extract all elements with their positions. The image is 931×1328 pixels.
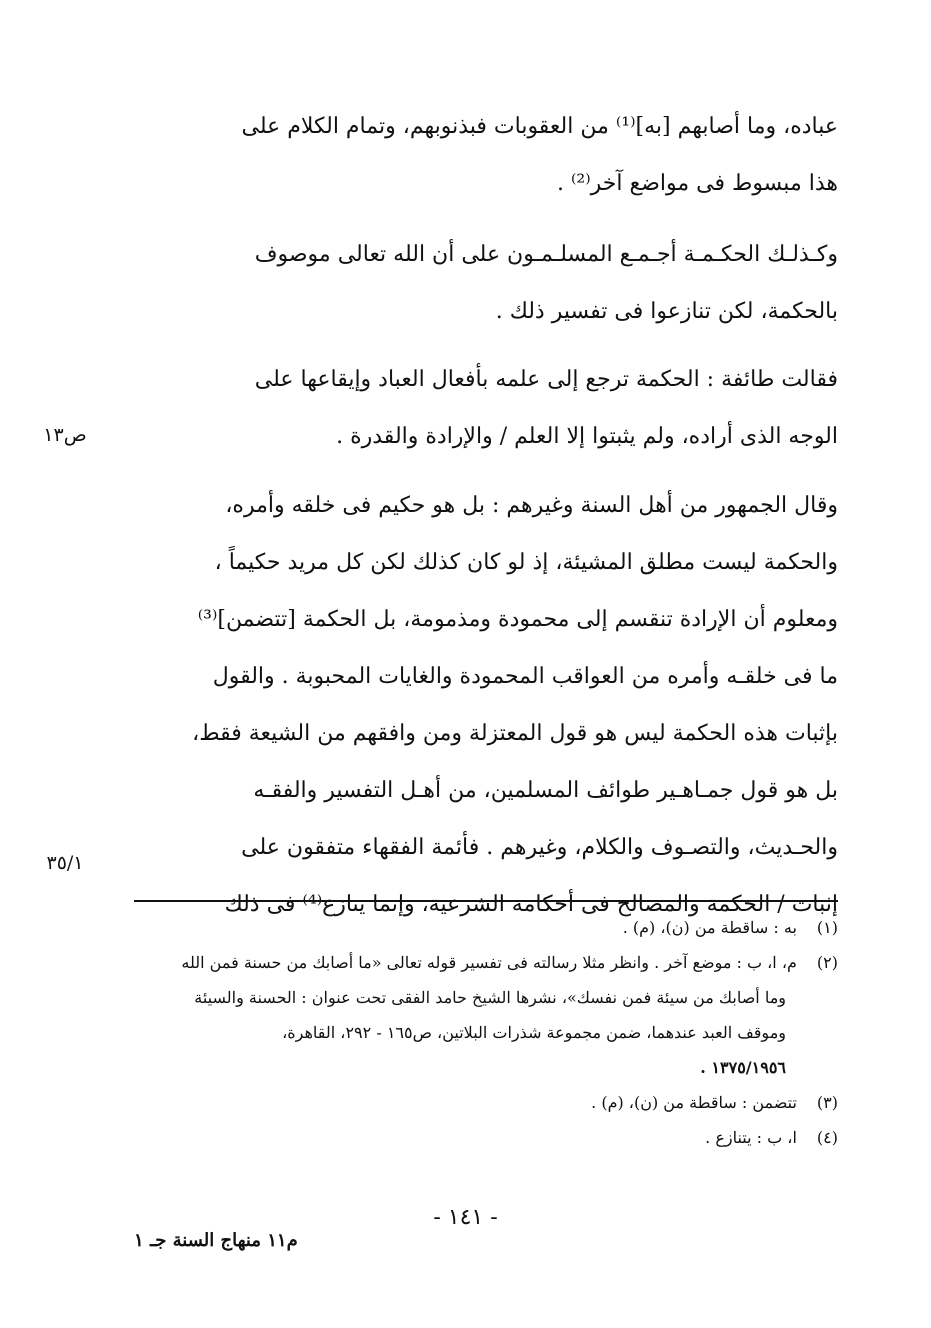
- book-signature: م١١ منهاج السنة جـ ١: [134, 1230, 298, 1251]
- margin-volume-ref: ٣٥/١: [46, 852, 84, 874]
- footnote-text: به : ساقطة من (ن)، (م) .: [622, 918, 797, 937]
- text-line: إثبات / الحكمة والمصالح فى أحكامه الشرعية، وإنما ينازع⁽⁴⁾ فى ذلك: [224, 892, 838, 917]
- margin-page-ref: ص١٣: [43, 424, 87, 446]
- footnote-1: [134, 910, 838, 945]
- paragraph-2: [134, 226, 838, 340]
- footnote-2-continuation: وموقف العبد عندهما، ضمن مجموعة شذرات البلاتين، ص١٦٥ - ٢٩٢، القاهرة،: [282, 1023, 786, 1042]
- footnote-number: (٤): [816, 1128, 838, 1147]
- text-line: والحكمة ليست مطلق المشيئة، إذ لو كان كذلك لكن كل مريد حكيماً ،: [214, 550, 838, 575]
- text-line: ما فى خلقـه وأمره من العواقب المحمودة والغايات المحبوبة . والقول: [212, 664, 838, 689]
- footnote-2-continuation: ١٣٧٥/١٩٥٦ .: [700, 1058, 786, 1077]
- footnote-3: [134, 1085, 838, 1120]
- text-line: وكـذلـك الحكـمـة أجـمـع المسلـمـون على أن الله تعالى موصوف: [254, 242, 838, 267]
- text-line: فقالت طائفة : الحكمة ترجع إلى علمه بأفعال العباد وإيقاعها على: [254, 367, 838, 392]
- text-line: هذا مبسوط فى مواضع آخر⁽²⁾ .: [557, 171, 838, 196]
- footnote-2: [134, 945, 838, 980]
- footnotes: [134, 910, 838, 1155]
- page-number: - ١٤١ -: [433, 1205, 498, 1230]
- footnote-text: ا، ب : يتنازع .: [705, 1128, 797, 1147]
- footnote-number: (٣): [816, 1093, 838, 1112]
- text-line: ومعلوم أن الإرادة تنقسم إلى محمودة ومذمومة، بل الحكمة [تتضمن]⁽³⁾: [197, 607, 838, 632]
- footnote-2-continuation: وما أصابك من سيئة فمن نفسك»، نشرها الشيخ حامد الفقى تحت عنوان : الحسنة والسيئة: [194, 988, 786, 1007]
- text-line: بالحكمة، لكن تنازعوا فى تفسير ذلك .: [495, 299, 838, 324]
- footnote-number: (١): [816, 918, 838, 937]
- footnote-text: م، ا، ب : موضع آخر . وانظر مثلا رسالته فى تفسير قوله تعالى «ما أصابك من حسنة فمن الله: [181, 953, 797, 972]
- paragraph-1: [134, 98, 838, 212]
- text-line: وقال الجمهور من أهل السنة وغيرهم : بل هو حكيم فى خلقه وأمره،: [225, 493, 838, 518]
- footnote-text: تتضمن : ساقطة من (ن)، (م) .: [591, 1093, 797, 1112]
- paragraph-4: [134, 477, 838, 933]
- text-line: الوجه الذى أراده، ولم يثبتوا إلا العلم / والإرادة والقدرة .: [336, 424, 838, 449]
- footnote-number: (٢): [816, 953, 838, 972]
- paragraph-3: [134, 351, 838, 465]
- text-line: والحـديث، والتصـوف والكلام، وغيرهم . فأئمة الفقهاء متفقون على: [241, 835, 838, 860]
- footnote-divider: [134, 900, 838, 902]
- footnote-4: [134, 1120, 838, 1155]
- text-line: عباده، وما أصابهم [به]⁽¹⁾ من العقوبات فبذنوبهم، وتمام الكلام على: [241, 114, 838, 139]
- text-line: بل هو قول جمـاهـير طوائف المسلمين، من أهـل التفسير والفقـه: [253, 778, 838, 803]
- text-line: بإثبات هذه الحكمة ليس هو قول المعتزلة ومن وافقهم من الشيعة فقط،: [192, 721, 838, 746]
